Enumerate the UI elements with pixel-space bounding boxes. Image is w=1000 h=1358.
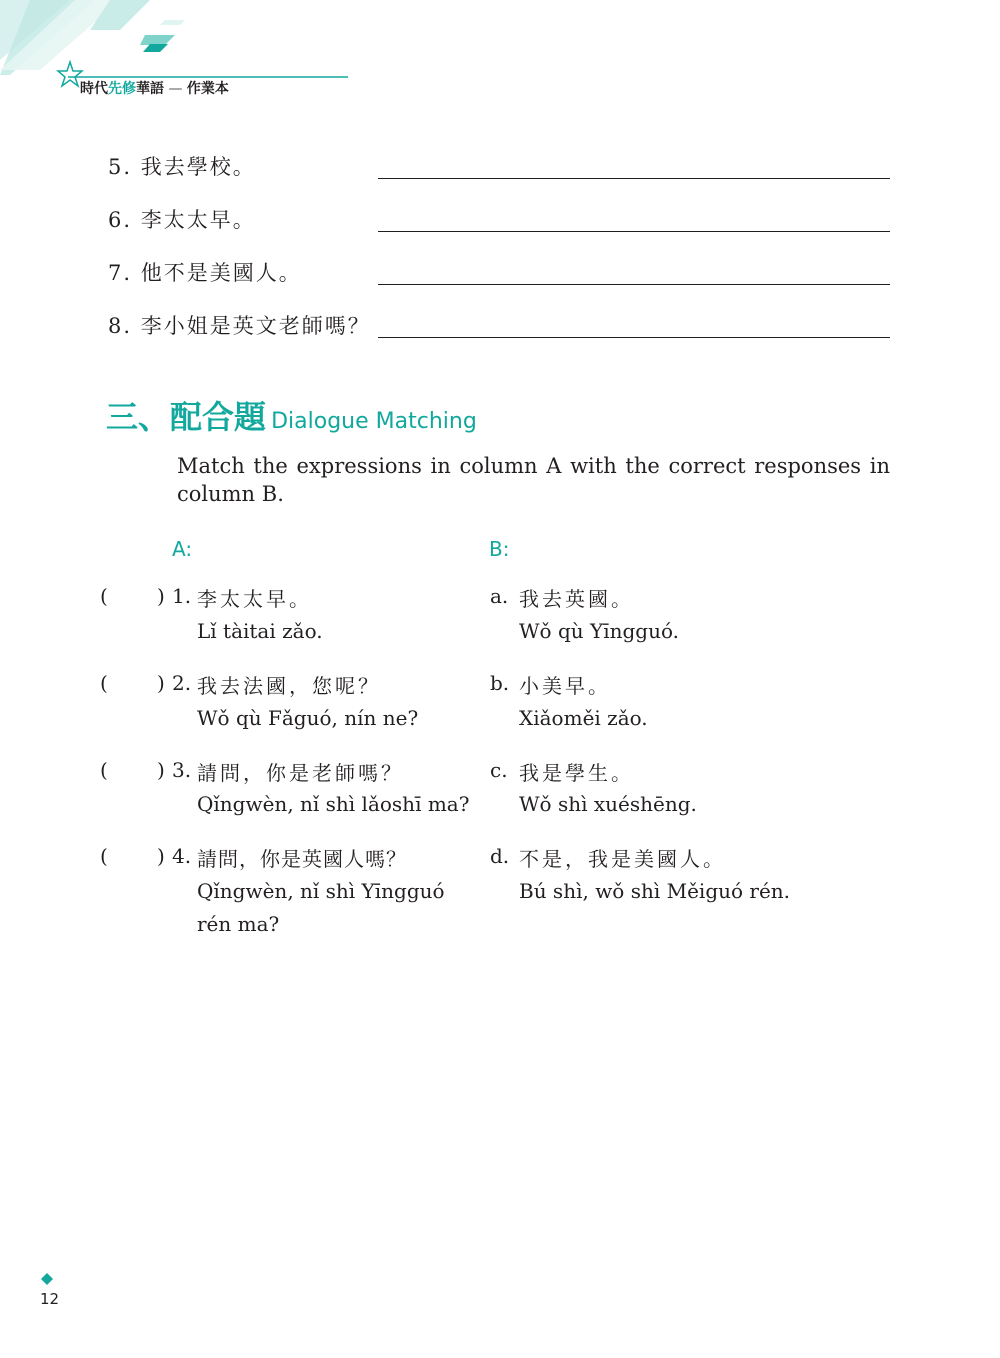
item-a-pinyin-2: Wǒ qù Fǎguó, nín ne? <box>197 706 419 730</box>
item-a-zh-1: 李太太早。 <box>197 587 312 611</box>
diamond-icon <box>40 1272 54 1286</box>
answer-paren-open-2: ( <box>100 671 108 695</box>
item-number-3: 3. <box>172 758 192 782</box>
item-b-letter-c: c. <box>490 758 508 782</box>
answer-paren-open-3: ( <box>100 758 108 782</box>
item-a-pinyin-4: Qǐngwèn, nǐ shì Yīngguó <box>197 879 445 903</box>
title-text: 時代 <box>80 81 108 97</box>
answer-line-5[interactable] <box>378 178 890 179</box>
item-b-zh-b: 小美早。 <box>519 674 611 698</box>
title-dash: — <box>164 81 187 97</box>
star-icon <box>58 62 82 86</box>
column-a-label: A: <box>172 537 193 561</box>
item-number-1: 1. <box>172 584 192 608</box>
answer-paren-close-1: ) <box>157 584 165 608</box>
workbook-title <box>80 78 229 98</box>
item-b-letter-d: d. <box>490 844 510 868</box>
item-a-pinyin-1: Lǐ tàitai zǎo. <box>197 619 323 643</box>
item-number-2: 2. <box>172 671 192 695</box>
answer-line-7[interactable] <box>378 284 890 285</box>
question-8: 8. 李小姐是英文老師嗎？ <box>108 314 371 338</box>
answer-blank-3[interactable] <box>114 756 154 782</box>
column-b-label: B: <box>489 537 510 561</box>
item-a-zh-3: 請問，你是老師嗎？ <box>197 761 404 785</box>
answer-paren-close-3: ) <box>157 758 165 782</box>
item-b-letter-a: a. <box>490 584 509 608</box>
section-heading <box>106 392 477 438</box>
item-b-pinyin-a: Wǒ qù Yīngguó. <box>519 619 680 643</box>
section-title-en: Dialogue Matching <box>271 409 477 434</box>
item-a-zh-4: 請問，你是英國人嗎？ <box>197 847 407 871</box>
page-number: 12 <box>40 1290 60 1308</box>
question-5: 5. 我去學校。 <box>108 155 256 179</box>
answer-blank-4[interactable] <box>114 842 154 868</box>
answer-blank-1[interactable] <box>114 582 154 608</box>
question-6: 6. 李太太早。 <box>108 208 256 232</box>
item-a-pinyin-4-cont: rén ma? <box>197 912 280 936</box>
answer-paren-close-4: ) <box>157 844 165 868</box>
item-b-pinyin-c: Wǒ shì xuéshēng. <box>519 792 697 816</box>
title-text: 華語 <box>136 81 164 97</box>
item-b-zh-a: 我去英國。 <box>519 587 634 611</box>
item-b-zh-c: 我是學生。 <box>519 761 634 785</box>
item-a-pinyin-3: Qǐngwèn, nǐ shì lǎoshī ma? <box>197 792 470 816</box>
item-b-pinyin-d: Bú shì, wǒ shì Měiguó rén. <box>519 879 791 903</box>
question-7: 7. 他不是美國人。 <box>108 261 302 285</box>
item-b-zh-d: 不是，我是美國人。 <box>519 847 726 871</box>
instructions: Match the expressions in column A with the correct responses in column B. <box>177 454 890 506</box>
answer-blank-2[interactable] <box>114 669 154 695</box>
answer-paren-open-4: ( <box>100 844 108 868</box>
answer-line-6[interactable] <box>378 231 890 232</box>
item-b-pinyin-b: Xiǎoměi zǎo. <box>519 706 648 730</box>
title-text: 作業本 <box>186 81 229 97</box>
answer-paren-open-1: ( <box>100 584 108 608</box>
section-title-zh: 三、配合題 <box>106 398 267 436</box>
title-accent-text: 先修 <box>108 81 136 97</box>
item-a-zh-2: 我去法國，您呢？ <box>197 674 381 698</box>
item-number-4: 4. <box>172 844 192 868</box>
item-b-letter-b: b. <box>490 671 510 695</box>
answer-line-8[interactable] <box>378 337 890 338</box>
answer-paren-close-2: ) <box>157 671 165 695</box>
